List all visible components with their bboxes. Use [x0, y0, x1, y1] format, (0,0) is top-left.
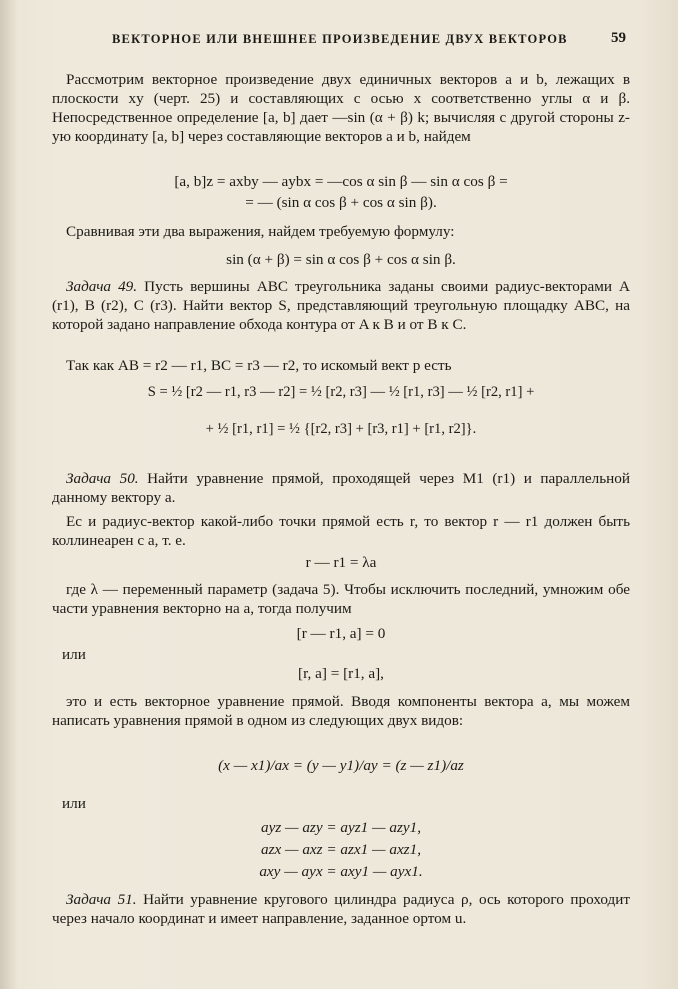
paragraph-1: Рассмотрим векторное произведение двух единичных векторов a и b, лежащих в плоскости xy (черт. 25) и составляющих с осью x соответственно углы α и β. Непосредственное определение [a, b] дает —sin (α + β) k; вычисляя с другой стороны z-ую координату [a, b] через составляющие векторов a и b, найдем	[52, 71, 630, 145]
paragraph-4: Так как AB = r2 — r1, BC = r3 — r2, то искомый вект р есть	[66, 357, 452, 374]
task-51-label: Задача 51.	[66, 891, 137, 908]
paragraph-2: Сравнивая эти два выражения, найдем требуемую формулу:	[66, 223, 455, 240]
equation-3-line-1: S = ½ [r2 — r1, r3 — r2] = ½ [r2, r3] — ½ [r1, r3] — ½ [r2, r1] +	[147, 384, 535, 400]
equation-6: [r, a] = [r1, a],	[298, 665, 384, 682]
paragraph-7: где λ — переменный параметр (задача 5). Чтобы исключить последний, умножим обе части уравнения векторно на a, тогда получим	[52, 581, 630, 617]
page-header	[60, 30, 638, 52]
or-label-1: или	[62, 646, 86, 663]
equation-1-line-2: = — (sin α cos β + cos α sin β).	[245, 194, 437, 211]
equation-1-line-1: [a, b]z = axby — aybx = —cos α sin β — sin α cos β =	[174, 173, 508, 190]
task-50	[52, 469, 630, 507]
equation-8-line-1: ayz — azy = ayz1 — azy1,	[260, 819, 421, 836]
or-label-2: или	[62, 795, 86, 812]
equation-4: r — r1 = λa	[305, 554, 377, 571]
equation-3-line-2: + ½ [r1, r1] = ½ {[r2, r3] + [r3, r1] + [r1, r2]}.	[205, 421, 477, 437]
task-50-label: Задача 50.	[66, 470, 139, 487]
equation-2: sin (α + β) = sin α cos β + cos α sin β.	[226, 251, 456, 268]
task-49-text: Пусть вершины ABC треугольника заданы своими радиус-векторами A (r1), B (r2), C (r3). Найти вектор S, представляющий треугольную площадку ABC, на которой задано направление обхода контура от A к B и от B к C.	[52, 278, 631, 333]
task-51	[52, 890, 630, 928]
equation-7: (x — x1)/ax = (y — y1)/ay = (z — z1)/az	[218, 757, 464, 774]
task-51-text: Найти уравнение кругового цилиндра радиуса ρ, ось которого проходит через начало координат и имеет направление, заданное ортом u.	[52, 891, 630, 927]
equation-5: [r — r1, a] = 0	[296, 625, 386, 642]
task-49	[52, 277, 630, 334]
paragraph-6: Ес и радиус-вектор какой-либо точки прямой есть r, то вектор r — r1 должен быть коллинеарен с a, т. е.	[52, 513, 630, 549]
running-title: ВЕКТОРНОЕ ИЛИ ВНЕШНЕЕ ПРОИЗВЕДЕНИЕ ДВУХ ВЕКТОРОВ	[112, 32, 568, 46]
task-49-label: Задача 49.	[66, 278, 138, 295]
task-50-text: Найти уравнение прямой, проходящей через M1 (r1) и параллельной данному вектору a.	[52, 470, 631, 506]
equation-8-line-3: axy — ayx = axy1 — ayx1.	[259, 863, 423, 880]
page-number: 59	[611, 30, 626, 46]
equation-8-line-2: azx — axz = azx1 — axz1,	[260, 841, 421, 858]
paragraph-8: это и есть векторное уравнение прямой. Вводя компоненты вектора a, мы можем написать уравнения прямой в одном из следующих двух видов:	[52, 693, 630, 729]
